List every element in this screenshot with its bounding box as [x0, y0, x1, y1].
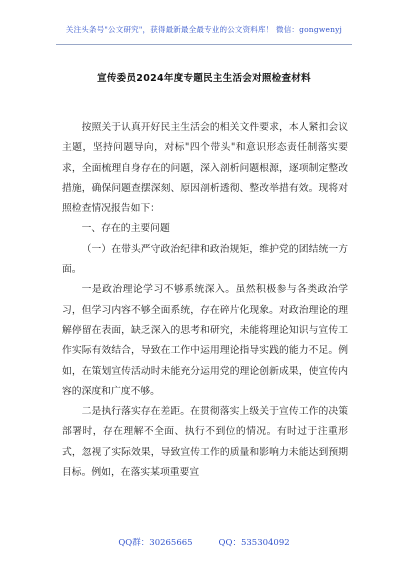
paragraph-point-2: 二是执行落实存在差距。在贯彻落实上级关于宣传工作的决策部署时，存在理解不全面、执行不到位的情况。有时过于注重形式，忽视了实际效果，导致宣传工作的质量和影响力未能达到预期目标。例如，在落实某项重要宣: [62, 406, 348, 479]
footer-qq-group: QQ群：30265665: [118, 538, 193, 548]
paragraph-intro: 按照关于认真开好民主生活会的相关文件要求，本人紧扣会议主题，坚持问题导向，对标"四个带头"和意识形态责任制落实要求，全面梳理自身存在的问题，深入剖析问题根源，逐项制定整改措施，确保问题查摆深刻、原因剖析透彻、整改举措有效。现将对照检查情况报告如下：: [62, 122, 348, 215]
subsection-heading: （一）在带头严守政治纪律和政治规矩，维护党的团结统一方面。: [62, 243, 348, 276]
footer-contacts: [0, 536, 408, 548]
document-title: 宣传委员2024年度专题民主生活会对照检查材料: [97, 73, 311, 84]
header-divider: [56, 44, 352, 45]
document-body: [62, 118, 348, 483]
section-heading: 一、存在的主要问题: [81, 223, 170, 235]
paragraph-point-1: 一是政治理论学习不够系统深入。虽然积极参与各类政治学习，但学习内容不够全面系统，存在碎片化现象。对政治理论的理解停留在表面，缺乏深入的思考和研究，未能将理论知识与宣传工作实际有效结合，导致在工作中运用理论指导实践的能力不足。例如，在策划宣传活动时未能充分运用党的理论创新成果，使宣传内容的深度和广度不够。: [62, 284, 348, 397]
footer-qq: QQ：535304092: [218, 538, 290, 548]
header-banner: 关注头条号"公文研究"，获得最新最全最专业的公文资料库！ 微信：gongwenyj: [65, 25, 343, 34]
